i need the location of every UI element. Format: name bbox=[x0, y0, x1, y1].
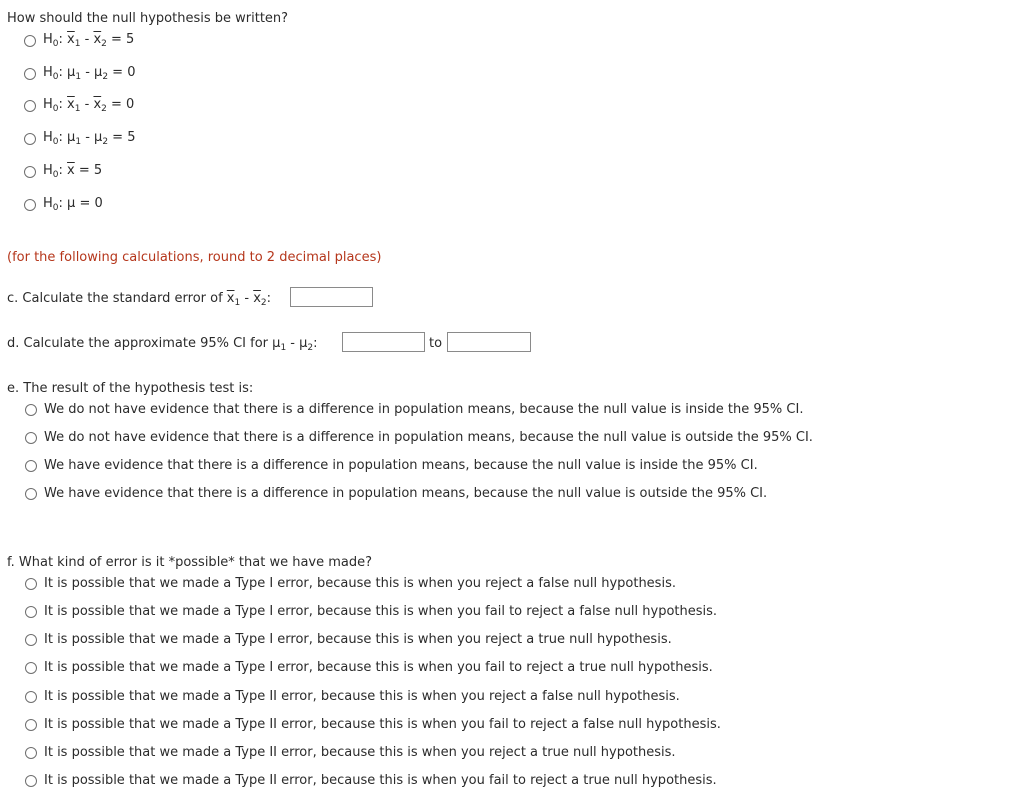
question-c-prompt: c. Calculate the standard error of $\overline{x}_1 - \overline{x}_2$: bbox=[7, 291, 272, 308]
error-option-4[interactable] bbox=[25, 660, 713, 675]
ci-lower-input[interactable] bbox=[342, 332, 425, 352]
radio-button[interactable] bbox=[25, 404, 37, 416]
result-option-label: We have evidence that there is a difference in population means, because the null value is outside the 95% CI. bbox=[44, 486, 768, 501]
h0-expression: $H_0$: $\overline{x}_1 - \overline{x}_2 = 0$ bbox=[43, 97, 135, 114]
error-option-1[interactable] bbox=[25, 576, 676, 591]
ci-to-label: to bbox=[429, 336, 443, 351]
radio-button[interactable] bbox=[25, 662, 37, 674]
question-f-prompt: f. What kind of error is it *possible* that we have made? bbox=[7, 555, 373, 570]
radio-button[interactable] bbox=[25, 460, 37, 472]
h0-option-3[interactable] bbox=[24, 97, 134, 114]
radio-button[interactable] bbox=[25, 719, 37, 731]
radio-button[interactable] bbox=[25, 606, 37, 618]
result-option-4[interactable] bbox=[25, 486, 767, 501]
radio-button[interactable] bbox=[24, 100, 36, 112]
result-option-label: We do not have evidence that there is a difference in population means, because the null value is inside the 95% CI. bbox=[44, 402, 804, 417]
result-option-1[interactable] bbox=[25, 402, 803, 417]
standard-error-input[interactable] bbox=[290, 287, 373, 307]
question-d-prompt: d. Calculate the approximate 95% CI for $\mu_1 - \mu_2$: bbox=[7, 336, 318, 353]
radio-button[interactable] bbox=[24, 35, 36, 47]
error-option-7[interactable] bbox=[25, 745, 676, 760]
error-option-6[interactable] bbox=[25, 717, 721, 732]
h0-expression: $H_0$: $\mu_1 - \mu_2 = 5$ bbox=[43, 130, 136, 147]
question-e-prompt: e. The result of the hypothesis test is: bbox=[7, 381, 254, 396]
rounding-note: (for the following calculations, round to 2 decimal places) bbox=[7, 250, 382, 265]
radio-button[interactable] bbox=[25, 432, 37, 444]
error-option-label: It is possible that we made a Type I error, because this is when you reject a false null hypothesis. bbox=[44, 576, 676, 591]
h0-option-4[interactable] bbox=[24, 130, 135, 147]
radio-button[interactable] bbox=[24, 68, 36, 80]
error-option-label: It is possible that we made a Type II error, because this is when you fail to reject a true null hypothesis. bbox=[44, 773, 717, 788]
question-b-prompt: How should the null hypothesis be written? bbox=[7, 11, 289, 26]
h0-expression: $H_0$: $\overline{x}_1 - \overline{x}_2 = 5$ bbox=[43, 32, 135, 49]
result-option-3[interactable] bbox=[25, 458, 758, 473]
error-option-8[interactable] bbox=[25, 773, 717, 788]
radio-button[interactable] bbox=[25, 634, 37, 646]
h0-option-1[interactable] bbox=[24, 32, 134, 49]
result-option-2[interactable] bbox=[25, 430, 813, 445]
radio-button[interactable] bbox=[24, 166, 36, 178]
h0-expression: $H_0$: $\mu_1 - \mu_2 = 0$ bbox=[43, 65, 136, 82]
radio-button[interactable] bbox=[24, 199, 36, 211]
radio-button[interactable] bbox=[25, 775, 37, 787]
h0-option-2[interactable] bbox=[24, 65, 135, 82]
error-option-3[interactable] bbox=[25, 632, 672, 647]
error-option-label: It is possible that we made a Type II error, because this is when you reject a false null hypothesis. bbox=[44, 689, 680, 704]
error-option-label: It is possible that we made a Type II error, because this is when you fail to reject a false null hypothesis. bbox=[44, 717, 721, 732]
result-option-label: We do not have evidence that there is a difference in population means, because the null value is outside the 95% CI. bbox=[44, 430, 813, 445]
h0-expression: $H_0$: μ = 0 bbox=[43, 196, 103, 213]
h0-option-5[interactable] bbox=[24, 163, 102, 180]
radio-button[interactable] bbox=[24, 133, 36, 145]
error-option-2[interactable] bbox=[25, 604, 717, 619]
result-option-label: We have evidence that there is a difference in population means, because the null value is inside the 95% CI. bbox=[44, 458, 758, 473]
radio-button[interactable] bbox=[25, 578, 37, 590]
radio-button[interactable] bbox=[25, 488, 37, 500]
error-option-5[interactable] bbox=[25, 689, 680, 704]
h0-option-6[interactable] bbox=[24, 196, 103, 213]
error-option-label: It is possible that we made a Type I error, because this is when you reject a true null hypothesis. bbox=[44, 632, 672, 647]
error-option-label: It is possible that we made a Type I error, because this is when you fail to reject a true null hypothesis. bbox=[44, 660, 713, 675]
radio-button[interactable] bbox=[25, 747, 37, 759]
ci-upper-input[interactable] bbox=[447, 332, 531, 352]
h0-expression: $H_0$: $\overline{x} = 5$ bbox=[43, 163, 103, 180]
error-option-label: It is possible that we made a Type I error, because this is when you fail to reject a false null hypothesis. bbox=[44, 604, 718, 619]
radio-button[interactable] bbox=[25, 691, 37, 703]
error-option-label: It is possible that we made a Type II error, because this is when you reject a true null hypothesis. bbox=[44, 745, 676, 760]
